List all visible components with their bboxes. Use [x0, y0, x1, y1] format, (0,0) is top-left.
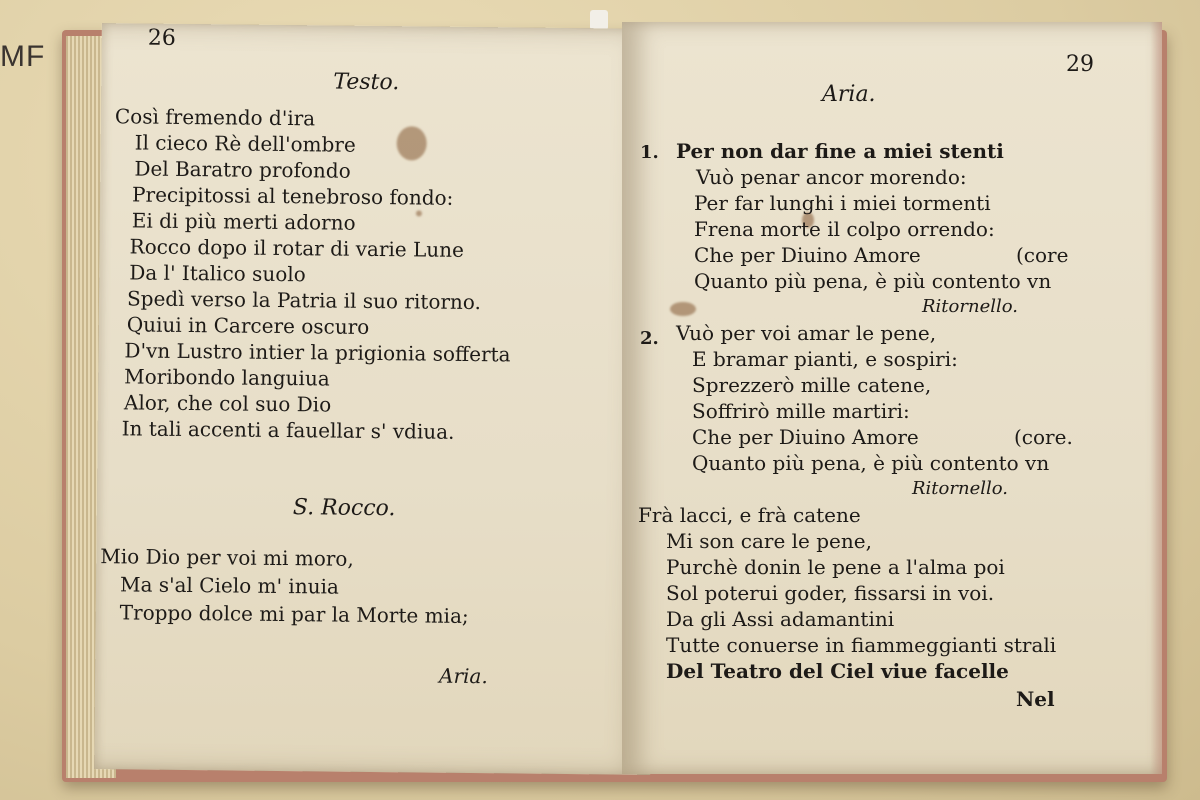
stanza-2-line: Che per Diuino Amore: [692, 425, 919, 449]
verse-line: Precipitossi al tenebroso fondo:: [132, 182, 454, 210]
shelf-mark: MF: [0, 40, 46, 73]
right-catchword: Nel: [1016, 687, 1055, 711]
stanza-2-line: Quanto più pena, è più contento vn: [692, 451, 1050, 475]
left-page-heading: Testo.: [333, 69, 400, 96]
stain: [416, 210, 422, 216]
stanza-1-line: Vuò penar ancor morendo:: [696, 165, 967, 189]
refrain-2: Ritornello.: [912, 478, 1008, 499]
speaker-heading: S. Rocco.: [292, 495, 396, 522]
closing-line: Del Teatro del Ciel viue facelle: [666, 659, 1009, 683]
verse-line: In tali accenti a fauellar s' vdiua.: [121, 416, 455, 444]
verse-line: Quiui in Carcere oscuro: [126, 312, 370, 339]
stain: [670, 302, 696, 316]
stanza-2-line: Sprezzerò mille catene,: [692, 373, 932, 397]
ribbon-marker: [590, 10, 608, 30]
stanza-1-line: Quanto più pena, è più contento vn: [694, 269, 1052, 293]
left-page-number: 26: [147, 25, 176, 51]
stanza-2-line: E bramar pianti, e sospiri:: [692, 347, 958, 371]
verse-line: Da l' Italico suolo: [129, 260, 306, 287]
closing-line: Sol poterui goder, fissarsi in voi.: [666, 581, 995, 605]
verse-line: Rocco dopo il rotar di varie Lune: [129, 234, 465, 262]
left-catchword: Aria.: [438, 663, 488, 689]
speech-line: Ma s'al Cielo m' inuia: [119, 572, 339, 599]
verse-line: Spedì verso la Patria il suo ritorno.: [126, 286, 482, 315]
stanza-2-line: Vuò per voi amar le pene,: [676, 321, 937, 345]
verse-line: Moribondo languiua: [124, 364, 330, 391]
verse-line: Così fremendo d'ira: [114, 104, 316, 131]
stain: [397, 126, 427, 160]
stanza-1-line: Che per Diuino Amore: [694, 243, 921, 267]
right-page-number: 29: [1066, 52, 1094, 77]
left-page: [94, 23, 658, 775]
closing-line: Frà lacci, e frà catene: [638, 503, 861, 527]
verse-line: Ei di più merti adorno: [131, 208, 356, 235]
stanza-2-number: 2.: [640, 328, 659, 349]
right-page: [622, 22, 1162, 774]
verse-line: Del Baratro profondo: [134, 156, 351, 183]
speech-line: Troppo dolce mi par la Morte mia;: [119, 600, 469, 628]
closing-line: Purchè donin le pene a l'alma poi: [666, 555, 1005, 579]
stanza-2-turnover: (core.: [1014, 425, 1073, 449]
closing-line: Da gli Assi adamantini: [666, 607, 895, 631]
closing-line: Tutte conuerse in fiammeggianti strali: [666, 633, 1057, 657]
stanza-1-line: Per far lunghi i miei tormenti: [694, 191, 991, 215]
speech-line: Mio Dio per voi mi moro,: [100, 544, 354, 571]
verse-line: Alor, che col suo Dio: [123, 390, 332, 417]
stanza-1-line: Frena morte il colpo orrendo:: [694, 217, 995, 241]
stanza-2-line: Soffrirò mille martiri:: [692, 399, 910, 423]
stanza-1-line: Per non dar fine a miei stenti: [676, 139, 1004, 163]
refrain-1: Ritornello.: [922, 296, 1018, 317]
stanza-1-number: 1.: [640, 142, 659, 163]
right-page-heading: Aria.: [822, 82, 876, 107]
verse-line: Il cieco Rè dell'ombre: [134, 130, 356, 157]
verse-line: D'vn Lustro intier la prigionia sofferta: [124, 338, 511, 367]
closing-line: Mi son care le pene,: [666, 529, 872, 553]
stanza-1-turnover: (core: [1016, 243, 1069, 267]
open-book: [62, 10, 1167, 782]
